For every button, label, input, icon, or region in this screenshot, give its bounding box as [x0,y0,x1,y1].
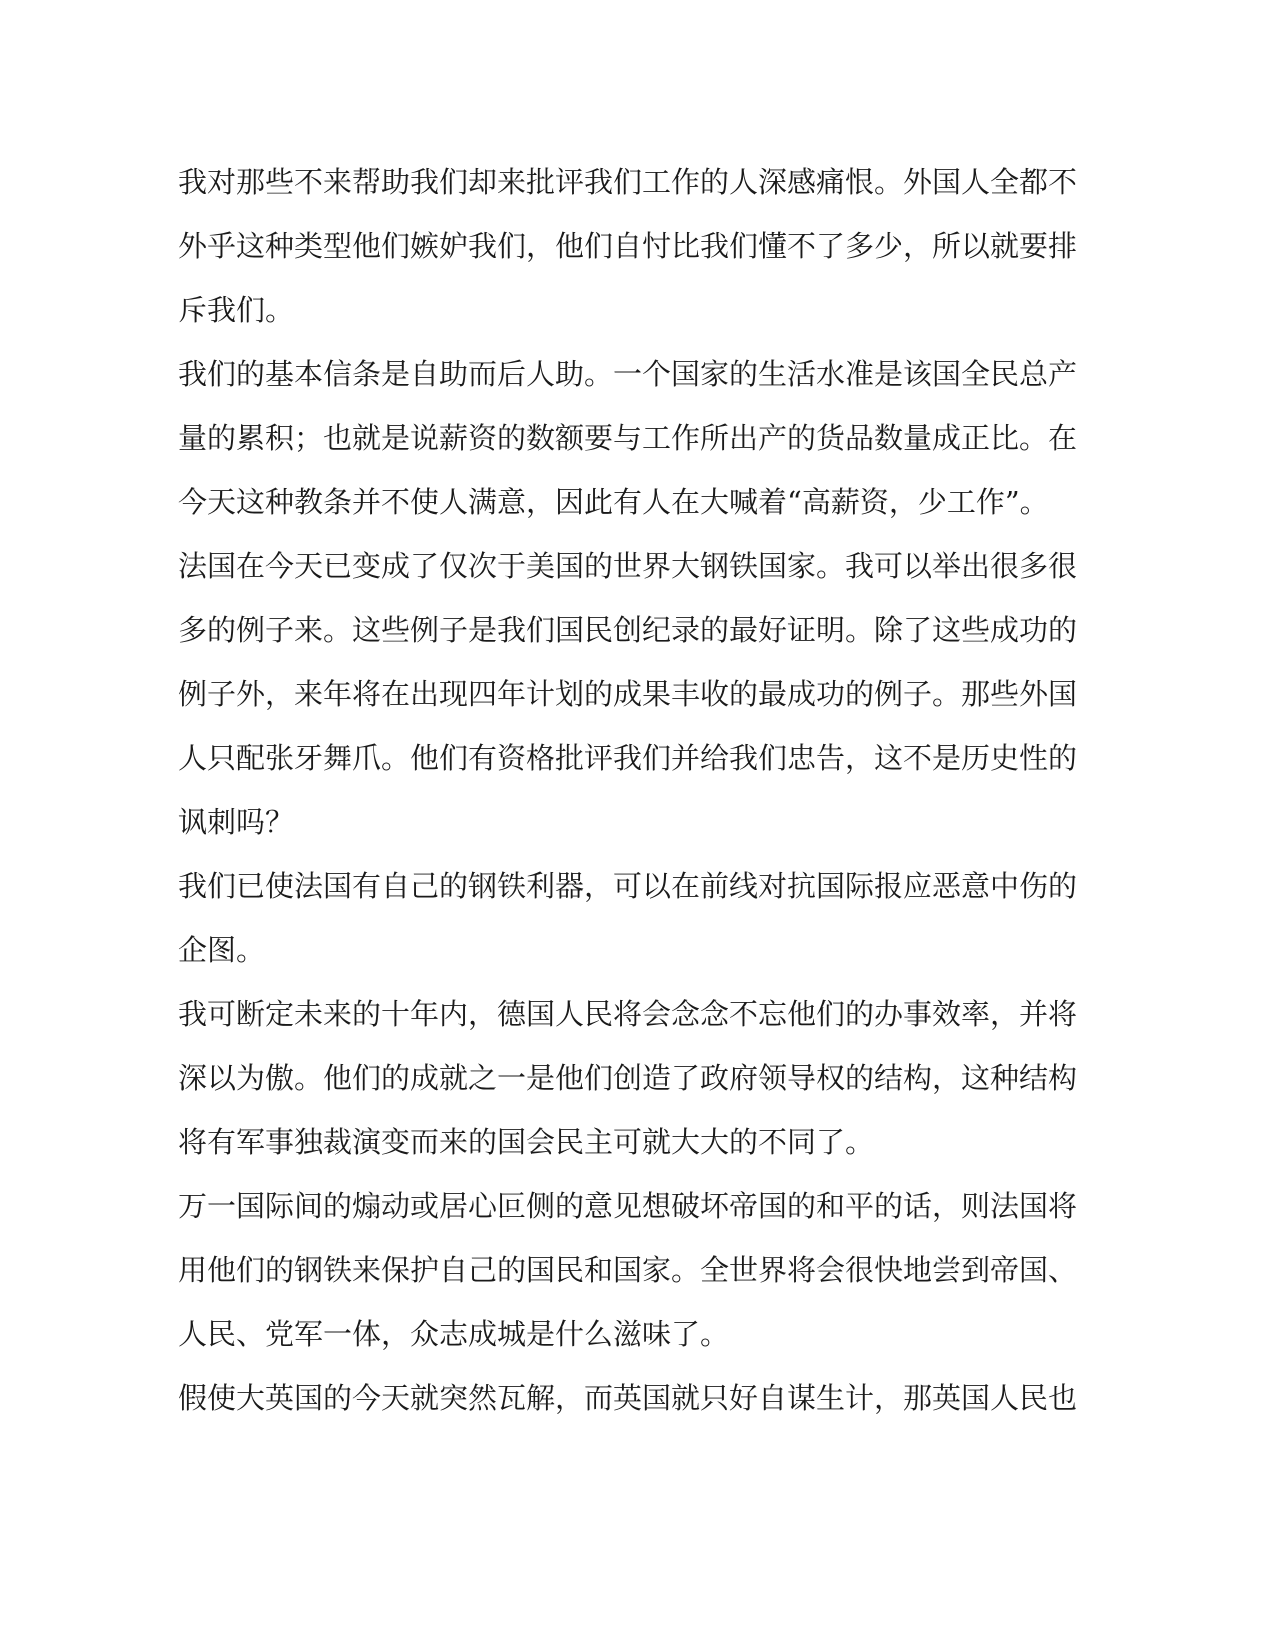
paragraph [178,342,1078,854]
text-line: 量的累积；也就是说薪资的数额要与工作所出产的货品数量成正比。在 [178,421,1078,455]
paragraph [178,1366,1078,1430]
text-line: 人只配张牙舞爪。他们有资格批评我们并给我们忠告，这不是历史性的 [178,741,1078,775]
paragraph [178,1174,1078,1366]
text-line: 我可断定未来的十年内，德国人民将会念念不忘他们的办事效率，并将 [178,997,1078,1031]
text-line: 我们的基本信条是自助而后人助。一个国家的生活水准是该国全民总产 [178,357,1078,391]
text-line: 我对那些不来帮助我们却来批评我们工作的人深感痛恨。外国人全都不 [178,165,1078,199]
paragraph [178,982,1078,1174]
text-line: 多的例子来。这些例子是我们国民创纪录的最好证明。除了这些成功的 [178,613,1078,647]
paragraph [178,854,1078,982]
text-line: 例子外，来年将在出现四年计划的成果丰收的最成功的例子。那些外国 [178,677,1078,711]
text-line: 今天这种教条并不使人满意，因此有人在大喊着“高薪资，少工作”。 [178,485,1049,519]
text-line: 外乎这种类型他们嫉妒我们，他们自忖比我们懂不了多少，所以就要排 [178,229,1078,263]
text-line: 讽刺吗？ [178,805,295,839]
text-line: 法国在今天已变成了仅次于美国的世界大钢铁国家。我可以举出很多很 [178,549,1078,583]
text-line: 假使大英国的今天就突然瓦解，而英国就只好自谋生计，那英国人民也 [178,1381,1078,1415]
text-line: 我们已使法国有自己的钢铁利器，可以在前线对抗国际报应恶意中伤的 [178,869,1078,903]
paragraph [178,150,1078,342]
text-line: 将有军事独裁演变而来的国会民主可就大大的不同了。 [178,1125,875,1159]
text-line: 用他们的钢铁来保护自己的国民和国家。全世界将会很快地尝到帝国、 [178,1253,1078,1287]
text-line: 企图。 [178,933,266,967]
text-line: 斥我们。 [178,293,295,327]
text-line: 万一国际间的煽动或居心叵侧的意见想破坏帝国的和平的话，则法国将 [178,1189,1078,1223]
document-body [178,150,1078,1430]
text-line: 人民、党军一体，众志成城是什么滋味了。 [178,1317,730,1351]
text-line: 深以为傲。他们的成就之一是他们创造了政府领导权的结构，这种结构 [178,1061,1078,1095]
